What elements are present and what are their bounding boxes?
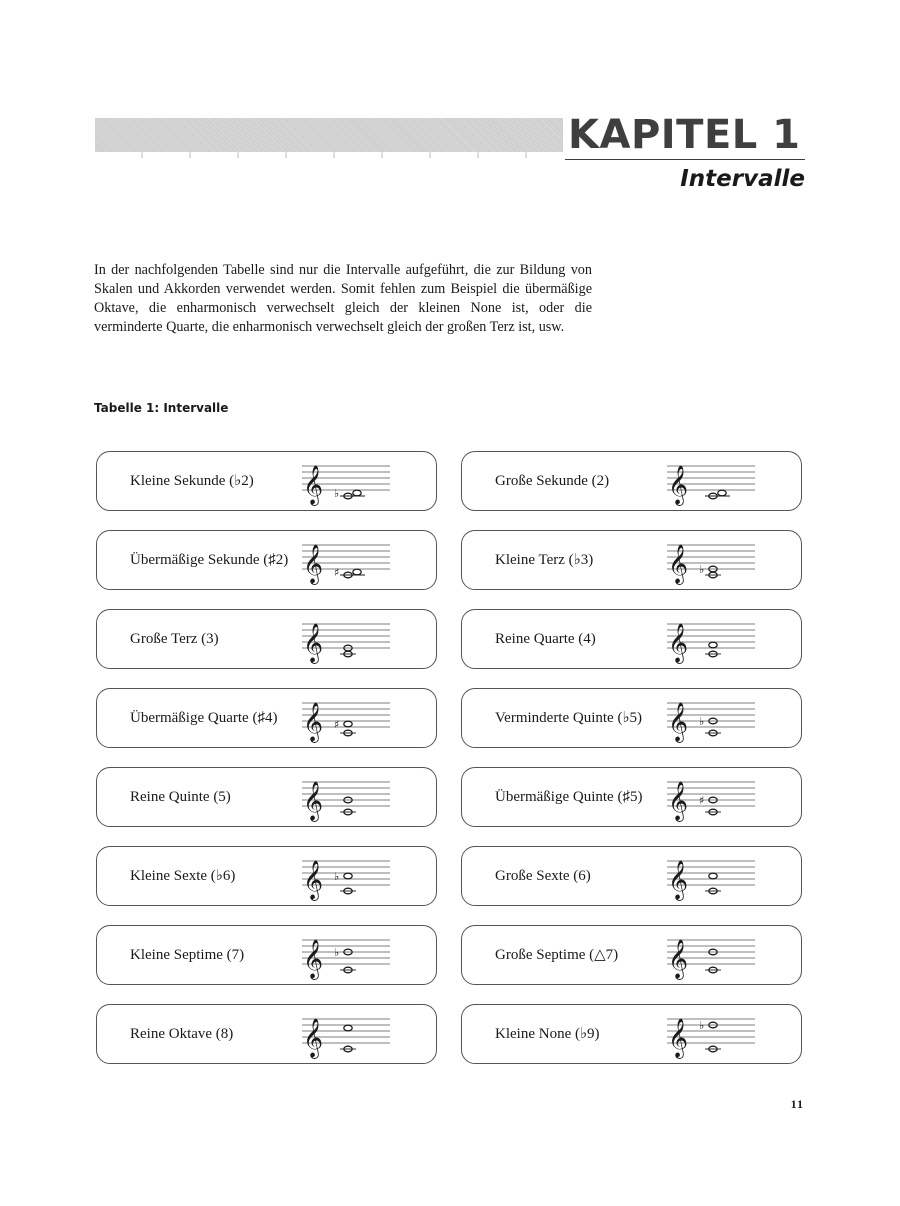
- staff-notation: [302, 928, 392, 982]
- flat-icon: ♭: [699, 563, 705, 576]
- staff-notation: [302, 454, 392, 508]
- staff-notation: [667, 928, 757, 982]
- flat-icon: ♭: [334, 487, 340, 500]
- interval-label: Kleine Terz (♭3): [495, 552, 594, 568]
- treble-clef-icon: 𝄞: [668, 1018, 689, 1058]
- interval-label: Große Terz (3): [130, 631, 219, 647]
- treble-clef-icon: 𝄞: [668, 623, 689, 663]
- interval-card: [461, 925, 802, 985]
- page-number: 11: [790, 1097, 804, 1111]
- interval-label: Kleine None (♭9): [495, 1026, 600, 1042]
- treble-clef-icon: 𝄞: [668, 781, 689, 821]
- chapter-title: KAPITEL 1: [568, 112, 801, 158]
- interval-card: [96, 609, 437, 669]
- staff-notation: [667, 533, 757, 587]
- chapter-header-ticks: [95, 152, 563, 158]
- staff-notation: [302, 533, 392, 587]
- interval-card: [96, 846, 437, 906]
- sharp-icon: ♯: [334, 566, 340, 579]
- staff-notation: [302, 770, 392, 824]
- interval-label: Verminderte Quinte (♭5): [495, 710, 643, 726]
- treble-clef-icon: 𝄞: [303, 544, 324, 584]
- treble-clef-icon: 𝄞: [303, 860, 324, 900]
- staff-notation: [667, 612, 757, 666]
- flat-icon: ♭: [699, 1019, 705, 1032]
- chapter-header-bar: [95, 118, 563, 152]
- treble-clef-icon: 𝄞: [668, 702, 689, 742]
- staff-notation: [667, 849, 757, 903]
- treble-clef-icon: 𝄞: [668, 939, 689, 979]
- interval-label: Große Sekunde (2): [495, 473, 610, 489]
- treble-clef-icon: 𝄞: [303, 465, 324, 505]
- interval-label: Reine Quarte (4): [495, 631, 596, 647]
- interval-label: Reine Quinte (5): [130, 789, 231, 805]
- treble-clef-icon: 𝄞: [668, 860, 689, 900]
- interval-label: Große Sexte (6): [495, 868, 591, 884]
- treble-clef-icon: 𝄞: [303, 623, 324, 663]
- staff-notation: [302, 612, 392, 666]
- interval-label: Übermäßige Quinte (♯5): [495, 789, 643, 805]
- interval-card: [96, 925, 437, 985]
- interval-label: Große Septime (△7): [495, 947, 619, 963]
- flat-icon: ♭: [334, 946, 340, 959]
- staff-notation: [667, 770, 757, 824]
- staff-notation: [302, 849, 392, 903]
- flat-icon: ♭: [334, 870, 340, 883]
- interval-card: [461, 767, 802, 827]
- upper-note: [709, 642, 717, 648]
- interval-label: Übermäßige Quarte (♯4): [130, 710, 278, 726]
- staff-notation: [667, 454, 757, 508]
- treble-clef-icon: 𝄞: [668, 465, 689, 505]
- interval-label: Übermäßige Sekunde (♯2): [130, 552, 289, 568]
- interval-card: [461, 451, 802, 511]
- interval-label: Reine Oktave (8): [130, 1026, 234, 1042]
- interval-label: Kleine Sexte (♭6): [130, 868, 236, 884]
- upper-note: [344, 721, 352, 727]
- treble-clef-icon: 𝄞: [668, 544, 689, 584]
- upper-note: [718, 490, 726, 496]
- upper-note: [709, 873, 717, 879]
- upper-note: [344, 1025, 352, 1031]
- interval-card: [96, 451, 437, 511]
- treble-clef-icon: 𝄞: [303, 781, 324, 821]
- upper-note: [353, 569, 361, 575]
- table-caption: Tabelle 1: Intervalle: [94, 401, 229, 415]
- staff-notation: [302, 691, 392, 745]
- interval-card: [461, 530, 802, 590]
- interval-table: [96, 451, 802, 1064]
- interval-card: [461, 609, 802, 669]
- interval-label: Kleine Septime (7): [130, 947, 245, 963]
- chapter-subtitle: Intervalle: [680, 166, 805, 192]
- interval-card: [461, 846, 802, 906]
- interval-card: [461, 1004, 802, 1064]
- sharp-icon: ♯: [334, 718, 340, 731]
- interval-card: [96, 767, 437, 827]
- staff-notation: [667, 1007, 757, 1061]
- treble-clef-icon: 𝄞: [303, 939, 324, 979]
- flat-icon: ♭: [699, 715, 705, 728]
- interval-card: [96, 688, 437, 748]
- interval-card: [96, 530, 437, 590]
- treble-clef-icon: 𝄞: [303, 702, 324, 742]
- staff-notation: [302, 1007, 392, 1061]
- upper-note: [353, 490, 361, 496]
- interval-label: Kleine Sekunde (♭2): [130, 473, 254, 489]
- intro-paragraph: In der nachfolgenden Tabelle sind nur die Intervalle aufgeführt, die zur Bildung von Skalen und Akkorden verwendet werden. Somit fehlen zum Beispiel die übermäßige Oktave, die enharmonisch verwechselt gleich der kleinen None ist, oder die verminderte Quarte, die enharmonisch verwechselt gleich der großen Terz ist, usw.: [94, 262, 592, 335]
- sharp-icon: ♯: [699, 794, 705, 807]
- chapter-rule: [565, 159, 805, 160]
- interval-card: [96, 1004, 437, 1064]
- upper-note: [344, 873, 352, 879]
- interval-card: [461, 688, 802, 748]
- staff-notation: [667, 691, 757, 745]
- treble-clef-icon: 𝄞: [303, 1018, 324, 1058]
